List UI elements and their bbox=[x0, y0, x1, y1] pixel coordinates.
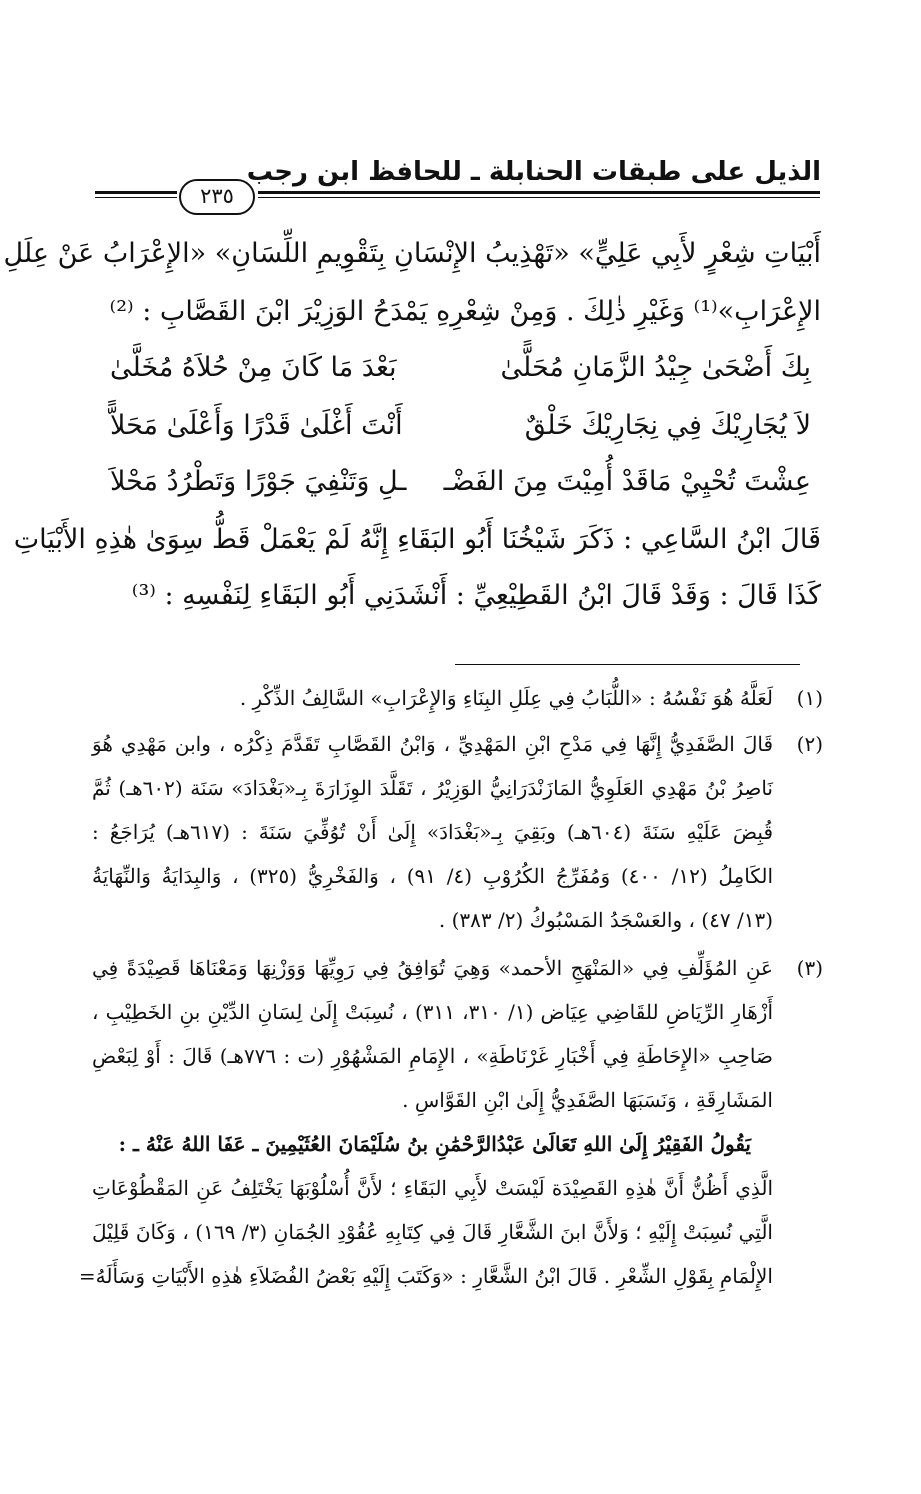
page-number: ٢٣٥ bbox=[179, 179, 255, 215]
editor-note-line: الإِلْمَامِ بِقَوْلِ الشِّعْرِ . قَالَ ابْنُ الشَّعَّارِ : «وَكَتَبَ إِلَيْهِ بَعْضُ الفُضَلاَءِ هٰذِهِ الأَبْيَاتِ وَسَأَلَهُ= bbox=[78, 1264, 773, 1288]
footnote-line: صَاحِبِ «الإِحَاطَةِ فِي أَخْبَارِ غَرْنَاطَةِ» ، الإِمَامِ المَشْهُوْرِ (ت : ٧٧٦هـ) قَالَ : أَوْ لِبَعْضِ bbox=[92, 1044, 773, 1068]
verse-first-hemistich: لاَ يُجَارِيْكَ فِي نِجَارِيْكَ خَلْقٌ bbox=[524, 410, 811, 441]
verse bbox=[110, 352, 811, 402]
verse-first-hemistich: بِكَ أَضْحَىٰ جِيْدُ الزَّمَانِ مُحَلًّىٰ bbox=[500, 352, 811, 383]
footnote-line: قَالَ الصَّفَدِيُّ إِنَّهَا فِي مَدْحِ ابْنِ المَهْدِيِّ ، وَابْنُ القَصَّابِ تَقَدَّمَ ذِكْرُه ، وابن مَهْدِي هُوَ bbox=[92, 732, 774, 756]
footnote-number: (٢) bbox=[796, 732, 823, 756]
header-rule bbox=[258, 191, 820, 198]
header-rule bbox=[95, 191, 177, 198]
body-line: كَذَا قَالَ : وَقَدْ قَالَ ابْنُ القَطِيْعِيِّ : أَنْشَدَنِي أَبُو البَقَاءِ لِنَفْسِهِ : ⁽³⁾ bbox=[131, 580, 821, 611]
footnote-line: عَنِ المُؤَلِّفِ فِي «المَنْهَجِ الأحمد» وَهِيَ تُوَافِقُ فِي رَوِيِّهَا وَوَزْنِهَا وَمَعْنَاهَا قَصِيْدَةً فِي bbox=[92, 956, 773, 980]
body-line: أَبْيَاتِ شِعْرٍ لأَبِي عَلِيٍّ» «تَهْذِيبُ الإِنْسَانِ بِتَقْوِيمِ اللِّسَانِ» «الإِعْرَابُ عَنْ عِلَلِ bbox=[3, 238, 821, 269]
verse bbox=[110, 466, 811, 516]
verse-second-hemistich: أَنْتَ أَغْلَىٰ قَدْرًا وَأَعْلَىٰ مَحَلاًّ bbox=[110, 410, 403, 441]
verse-first-hemistich: عِشْتَ تُحْيِيْ مَاقَدْ أُمِيْتَ مِنَ الفَضْـ bbox=[443, 466, 811, 497]
footnote-line: لَعَلَّهُ هُوَ نَفْسُهُ : «اللُّبَابُ فِي عِلَلِ البِنَاءِ وَالإِعْرَابِ» السَّالِفُ الذِّكْرِ . bbox=[239, 686, 773, 710]
footnote-line: نَاصِرُ بْنُ مَهْدِي العَلَوِيُّ المَازَنْدَرَانِيُّ الوَزِيْرُ ، تَقَلَّدَ الوِزَارَةَ بِـ«بَغْدَادَ» سَنَة (٦٠٢هـ) ثُمَّ bbox=[92, 776, 773, 800]
footnote-line: المَشَارِقَةِ ، وَنَسَبَهَا الصَّفَدِيُّ إِلَىٰ ابْنِ القَوَّاسِ . bbox=[402, 1088, 773, 1112]
editor-note-line: الَّذِي أَظُنُّ أَنَّ هٰذِهِ القَصِيْدَة لَيْسَتْ لأَبِي البَقَاءِ ؛ لأَنَّ أُسْلُوْبَهَا يَخْتَلِفُ عَنِ المَقْطُوْعَاتِ bbox=[92, 1176, 773, 1200]
footnote-line: الكَامِلُ (١٢/ ٤٠٠) وَمُفَرِّجُ الكُرُوْبِ (٤/ ٩١) ، وَالفَخْرِيُّ (٣٢٥) ، وَالبِدَايَةُ وَالنِّهَايَةُ bbox=[92, 864, 773, 888]
footnote-line: أَزْهَارِ الرِّيَاضِ للقَاضِي عِيَاض (١/ ٣١٠، ٣١١) ، نُسِبَتْ إِلَىٰ لِسَانِ الدِّيْنِ بنِ الخَطِيْبِ ، bbox=[92, 1000, 773, 1024]
running-header-title: الذيل على طبقات الحنابلة ـ للحافظ ابن رجب bbox=[246, 157, 821, 187]
footnote-line: قُبِضَ عَلَيْهِ سَنَةَ (٦٠٤هـ) وبَقِيَ بِـ«بَغْدَادَ» إِلَىٰ أَنْ تُوُفِّيَ سَنَةَ : (٦١٧هـ) يُرَاجَعُ : bbox=[92, 820, 774, 844]
editor-note-heading: يَقُولُ الفَقِيْرُ إِلَىٰ اللهِ تَعَالَىٰ عَبْدُالرَّحْمَٰنِ بنُ سُلَيْمَانَ العُثَيْمِينَ ـ عَفَا اللهُ عَنْهُ ـ : bbox=[118, 1132, 751, 1156]
verse-second-hemistich: بَعْدَ مَا كَانَ مِنْ حُلاَهُ مُخَلَّىٰ bbox=[110, 352, 397, 383]
body-line: قَالَ ابْنُ السَّاعِي : ذَكَرَ شَيْخُنَا أَبُو البَقَاءِ إِنَّهُ لَمْ يَعْمَلْ قَطُّ سِوَىٰ هٰذِهِ الأَبْيَاتِ bbox=[13, 524, 821, 555]
body-line: الإِعْرَابِ»⁽¹⁾ وَغَيْرِ ذٰلِكَ . وَمِنْ شِعْرِهِ يَمْدَحُ الوَزِيْرَ ابْنَ القَصَّابِ : ⁽²⁾ bbox=[109, 296, 821, 327]
footnote-number: (٣) bbox=[796, 956, 823, 980]
footnote-number: (١) bbox=[796, 686, 823, 710]
footnote-line: (١٣/ ٤٧) ، والعَسْجَدُ المَسْبُوكُ (٢/ ٣٨٣) . bbox=[438, 908, 773, 932]
editor-note-line: الَّتِي نُسِبَتْ إِلَيْهِ ؛ وَلأَنَّ ابنَ الشَّعَّارِ قَالَ فِي كِتَابِهِ عُقُوْدِ الجُمَانِ (٣/ ١٦٩) ، وَكَانَ قَلِيْلَ bbox=[92, 1220, 773, 1244]
verse-second-hemistich: ـلِ وَتَنْفِيَ جَوْرًا وَتَطْرُدُ مَحْلاَ bbox=[110, 466, 407, 497]
footnote-divider bbox=[455, 664, 800, 665]
verse bbox=[110, 410, 811, 460]
